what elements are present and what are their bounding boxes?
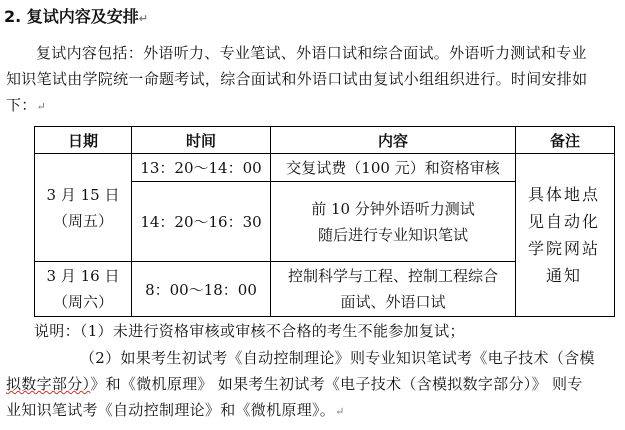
content-slot-1: 交复试费（100 元）和资格审核 xyxy=(271,154,516,182)
content-slot-2-line-1: 前 10 分钟外语听力测试 xyxy=(311,199,475,218)
weekday-sat: （周六） xyxy=(52,293,113,311)
header-time: 时间 xyxy=(132,127,271,154)
content-slot-2 xyxy=(271,182,516,262)
date-cell-15 xyxy=(35,154,132,262)
intro-line-2: 知识笔试由学院统一命题考试，综合面试和外语口试由复试小组组织进行。时间安排如 xyxy=(6,70,588,88)
date-cell-16 xyxy=(35,262,132,317)
header-content: 内容 xyxy=(271,127,516,154)
intro-line-1: 复试内容包括：外语听力、专业笔试、外语口试和综合面试。外语听力测试和专业 xyxy=(36,44,587,62)
content-slot-3-line-1: 控制科学与工程、控制工程综合 xyxy=(287,267,498,285)
content-slot-3-line-2: 面试、外语口试 xyxy=(340,293,446,311)
notes-line-2: （2）如果考生初试考《自动控制理论》则专业知识笔试考《电子技术（含模 xyxy=(80,349,595,367)
table-header-row xyxy=(35,127,615,154)
note-text: 具体地点见自动化学院网站通知 xyxy=(527,185,600,285)
content-slot-2-line-2: 随后进行专业知识笔试 xyxy=(317,225,468,244)
weekday-fri: （周五） xyxy=(52,211,113,230)
intro-line-3: 下：↵ xyxy=(6,96,47,114)
note-cell xyxy=(516,154,615,317)
header-date: 日期 xyxy=(35,127,132,154)
header-note: 备注 xyxy=(516,127,615,154)
date-16: 3 月 16 日 xyxy=(46,267,120,285)
time-slot-1: 13：20～14：00 xyxy=(132,154,271,182)
time-slot-3: 8：00～18：00 xyxy=(132,262,271,317)
table-row xyxy=(35,154,615,182)
section-heading: 2. 复试内容及安排↵ xyxy=(4,7,149,26)
notes-line-1: 说明：（1）未进行资格审核或审核不合格的考生不能参加复试； xyxy=(34,322,465,340)
notes-line-4: 业知识笔试考《自动控制理论》和《微机原理》。↵ xyxy=(6,401,345,419)
date-15: 3 月 15 日 xyxy=(46,185,120,204)
time-slot-2: 14：20～16：30 xyxy=(132,182,271,262)
content-slot-3 xyxy=(271,262,516,317)
notes-line-3: 拟数字部分）》和《微机原理》 如果考生初试考《电子技术（含模拟数字部分）》 则专 xyxy=(6,375,583,393)
schedule-table xyxy=(34,126,615,317)
